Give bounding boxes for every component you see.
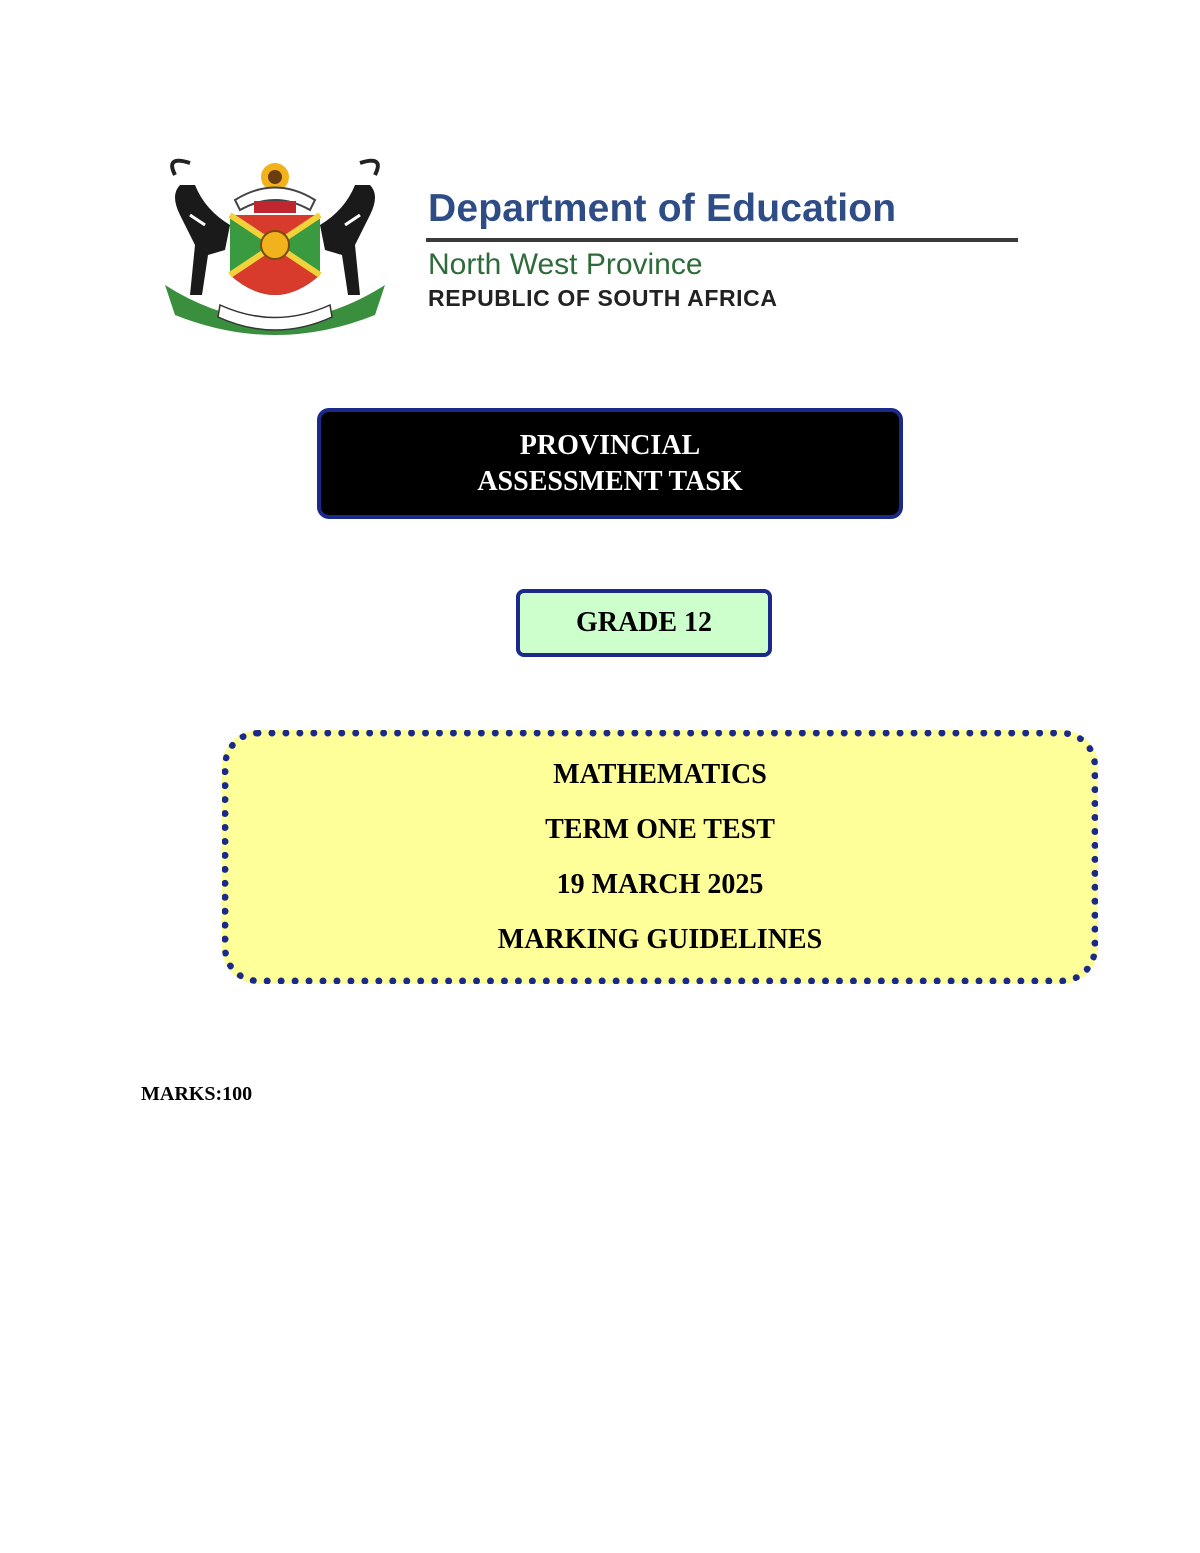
right-antelope xyxy=(320,161,378,295)
country-name: REPUBLIC OF SOUTH AFRICA xyxy=(428,285,778,311)
task-line-2: ASSESSMENT TASK xyxy=(477,465,743,497)
assessment-task-banner xyxy=(317,408,903,519)
coat-of-arms-icon xyxy=(150,155,400,345)
subject-name: MATHEMATICS xyxy=(553,759,767,790)
test-date: 19 MARCH 2025 xyxy=(556,869,764,900)
test-name: TERM ONE TEST xyxy=(545,814,775,845)
shield xyxy=(230,215,320,295)
province-name: North West Province xyxy=(428,248,703,281)
left-antelope xyxy=(172,161,230,295)
grade-label: GRADE 12 xyxy=(575,607,713,638)
task-line-1: PROVINCIAL xyxy=(519,429,701,461)
document-type: MARKING GUIDELINES xyxy=(497,924,823,955)
total-marks: MARKS:100 xyxy=(141,1083,253,1105)
subject-panel xyxy=(222,730,1098,984)
grade-badge xyxy=(516,589,772,657)
department-title: Department of Education xyxy=(428,187,897,230)
header-divider xyxy=(426,238,1018,242)
coat-of-arms-logo xyxy=(150,155,400,345)
